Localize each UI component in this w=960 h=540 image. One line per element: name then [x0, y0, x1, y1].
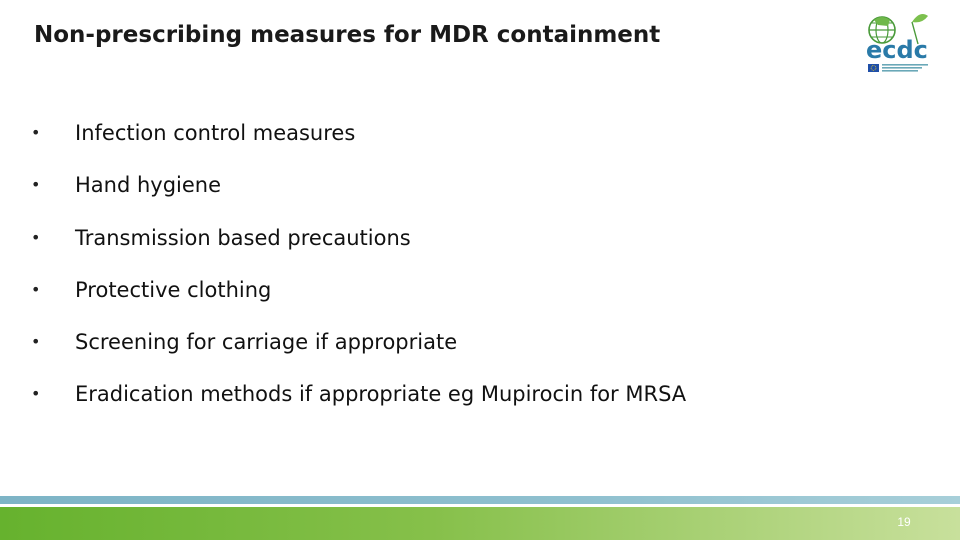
bullet-text: Transmission based precautions [75, 226, 411, 250]
page-number: 19 [897, 515, 911, 529]
bullet-marker: • [31, 228, 41, 247]
bullet-marker: • [31, 123, 41, 142]
bullet-marker: • [31, 384, 41, 403]
slide-title: Non-prescribing measures for MDR containment [34, 22, 661, 48]
bullet-text: Infection control measures [75, 121, 356, 145]
list-item [0, 327, 900, 357]
bullet-marker: • [31, 175, 41, 194]
list-item [0, 170, 900, 200]
list-item [0, 275, 900, 305]
list-item [0, 223, 900, 253]
bullet-text: Protective clothing [75, 278, 272, 302]
bullet-marker: • [31, 332, 41, 351]
bullet-marker: • [31, 280, 41, 299]
footer-green-band [0, 507, 960, 540]
list-item [0, 379, 900, 409]
bullet-text: Eradication methods if appropriate eg Mupirocin for MRSA [75, 382, 687, 406]
list-item [0, 118, 900, 148]
footer-blue-band [0, 496, 960, 504]
bullet-text: Hand hygiene [75, 173, 222, 197]
bullet-text: Screening for carriage if appropriate [75, 330, 458, 354]
ecdc-wordmark: ecdc [866, 36, 928, 64]
